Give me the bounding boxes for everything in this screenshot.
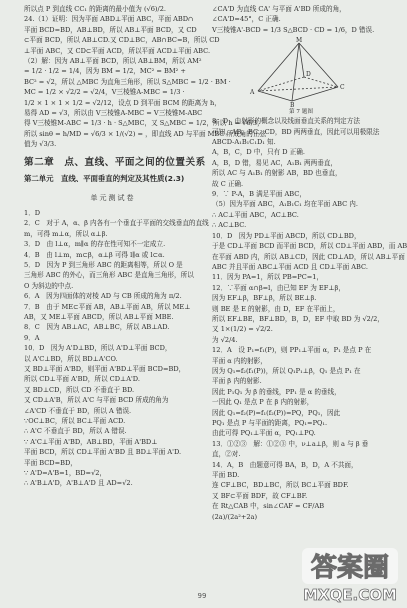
solution-line: 于是 CD⊥平面 BCD 而平面 BCD，所以 CD⊥平面 ABD，而 AB (212, 242, 407, 251)
solution-line: 10．D 因为 PD⊥平面 ABCD，所以 CD⊥BD， (212, 231, 361, 240)
label-b: B (290, 102, 295, 110)
solution-line: 又 BD⊥CD，所以 CD 不垂直于 BD. (24, 385, 135, 394)
solution-line: ∠A'CD 不垂直于 BD，所以 A 错误. (24, 406, 132, 415)
solution-line: 易得 AD = √3，所以由 V三棱锥A-MBC = V三棱锥M-ABC (24, 109, 203, 118)
solution-line: 平面 BD. (212, 471, 240, 480)
solution-line: 平面 β 内的射影. (212, 377, 262, 386)
solution-line: 24.（1）证明：因为平面 ABD⊥平面 ABC，平面 ABD∩ (24, 15, 194, 24)
solution-line: 平面 BCD=BD，AB⊥BD，所以 AB⊥平面 BCD，又 CD (24, 25, 197, 34)
geometry-figure (212, 37, 390, 110)
solution-line: 又 CD⊥A'B，所以 A'C 与平面 BCD 所成的角为 (24, 396, 169, 405)
solution-line: 13．①②③ 解：①②③ 中，ν⊥a⊥β，则 a 与 β 垂 (212, 439, 369, 448)
solution-line: O 为斜边的中点. (24, 281, 74, 290)
solution-line: ∵ A'C⊥平面 A'BD，AB⊥BD，平面 A'BD⊥ (24, 437, 158, 446)
solution-line: PQ₁ 是点 P 与平面的距离，PQ₁=PQ₁. (212, 419, 328, 427)
solution-line: 直，②对. (212, 450, 241, 459)
right-bottom-solutions (212, 116, 407, 522)
label-m: M (296, 37, 303, 45)
solution-line: 为 √2/4. (212, 335, 238, 344)
svg-text:答案圈: 答案圈 (310, 553, 390, 583)
solution-line: 12．∵平面 α∩β=l，由已知 EF 为 EF⊥β， (212, 283, 345, 292)
solution-line: 12．A 设 P₁=f₁(P)，则 PP₁⊥平面 α，P₁ 是点 P 在 (212, 346, 372, 355)
solution-line: 因为 EF⊥β，BF⊥β，所以 BE⊥β. (212, 294, 317, 303)
solution-line: 9．∵ P-A，B 满足平面 ABC， (212, 190, 306, 199)
solution-line: ⊂平面 BCD，所以 AB⊥CD.又 CD⊥BC，AB∩BC=B，所以 CD (24, 36, 220, 45)
tetrahedron-diagram (244, 37, 354, 110)
left-bottom-solutions (24, 208, 209, 489)
solution-line: 所以 sinθ = h/MD = √6/3 × 1/(√2) = ，即直线 AD 与平面 MBC 所成角的正弦 (24, 129, 267, 138)
label-c: C (340, 84, 345, 92)
solution-line: 可知，AB，BC，CD，BD 两两垂直，因此可以用极限法 (212, 127, 380, 136)
solution-line: 又 1×(1/2) = √2/2. (212, 325, 273, 334)
solution-line: 值为 √3/3. (24, 140, 57, 149)
solution-line: A，B，D 错，易见 AC，A₁B₁ 两两垂直， (212, 158, 338, 167)
solution-line: 5．D 因为 P 到三角形 ABC 的距离相等，所以 O 是 (24, 260, 183, 269)
solution-line: 2．C 对于 A，α、β 内各有一个垂直于平面的交线垂直的直线 (24, 219, 209, 228)
solution-line: ABCD-A₁B₁C₁D₁ 知. (212, 138, 276, 147)
solution-line: (2a)/(2a²+2a) (212, 512, 258, 521)
solution-line: 以 A'C⊥BD，所以 BD⊥A'CO. (24, 354, 118, 363)
solution-line: 8．C 因为 AB⊥AC，AB⊥BC，所以 AB⊥AD. (24, 323, 170, 332)
solution-line: 因此 Q₁=f₂(P)=f₁(f₂(P))=PQ，PQ₁，因此 (212, 408, 341, 417)
solution-line: 平面 BCD，所以 CD⊥平面 A'BD 且 BD⊥平面 A'D. (24, 448, 182, 457)
solution-line: 在 Rt△CAB 中，sin∠CAF = CF/AB (212, 502, 325, 511)
solution-line: m，可得 m⊥α，所以 α⊥β. (24, 229, 108, 238)
solution-line: A，B，C，D 中，只有 D 正确. (212, 148, 305, 157)
solution-line: 1．D (24, 208, 41, 217)
page-number: 99 (197, 592, 207, 600)
solution-line: 因此 P₁Q₁ 为 β 的垂线，PP₁ 是 α 的垂线， (212, 387, 341, 396)
solution-line: 三角形 ABC 的外心，而三角形 ABC 是直角三角形，所以 (24, 271, 194, 280)
solution-line: 9．A (24, 333, 40, 342)
solution-line: V三棱锥A'-BCD = 1/3 S△BCD · CD = 1/6，D 错误. (212, 25, 375, 34)
solution-line: 一因此 Q₁ 是点 P 在 β 内的射影， (212, 398, 314, 407)
svg-text:MXQE.COM: MXQE.COM (303, 586, 397, 604)
solution-line: 14．A，B 由题意可得 BA，B，D，A 不共面， (212, 460, 358, 469)
solution-line: MC = 1/2 × √2/2 = √2/4，V三棱锥A-MBC = 1/3 · (24, 88, 185, 97)
solution-line: 11．因为 PA=1，所以 PB=PC=1， (212, 273, 324, 282)
solution-line: 得 V三棱锥M-ABC = 1/3 · h · S△MBC，又 S△MBC = 1/2，所以 h = √6/3， (24, 119, 264, 128)
solution-line: 则 BE 是 E 的射影，由 D，EF 在平面上， (212, 304, 340, 313)
solution-line: ∠CA'D 为直线 CA' 与平面 A'BD 所成的角， (212, 5, 346, 13)
chapter-title: 第二章 点、直线、平面之间的位置关系 (24, 156, 206, 168)
solution-line: 7．B 由于 ME⊂平面 AB，AB⊥平面 AB，所以 ME⊥ (24, 302, 191, 311)
solution-line: ∵ A'D=A'B=1，BD=√2， (24, 469, 107, 478)
test-title: 单元测试卷 (90, 193, 136, 202)
solution-line: 3．D 由 l⊥α，m∥α 的存在性可知不一定成立. (24, 240, 166, 249)
solution-line: BC² = √2，所以 △MBC 为直角三角形，所以 S△MBC = 1/2 · BM · (24, 77, 231, 86)
solution-line: 因为 Q₁=f₂(f₁(P))，所以 Q₁P₁⊥β，Q₁ 是点 P₁ 在 (212, 366, 361, 375)
solution-line: 平面 α 内的射影， (212, 356, 267, 365)
solution-line: 所以 EF⊥BE，BF⊥BD，B，D，EF 中取 BD 为 √2/2， (212, 314, 384, 323)
solution-line: ∠CA'D=45°，C 正确. (212, 15, 281, 24)
unit-title: 第二单元 直线、平面垂直的判定及其性质(2.3) (24, 174, 185, 184)
solution-line: ∵OC⊥BC，所以 BC⊥平面 ACD. (24, 417, 126, 426)
solution-line: 6．A 因为四面体的对棱 AD 与 CB 所成的角为 π/2. (24, 292, 182, 301)
solution-line: 连 CF⊥BC，BD⊥BC，所以 BC⊥平面 BDF. (212, 481, 349, 490)
solution-line: 10．D 因为 A'D⊥BD，所以 A'D⊥平面 BCD， (24, 344, 172, 353)
solution-line: 又 BF⊂平面 BDF，故 CF⊥BF. (212, 491, 308, 500)
solution-line: 4．B 由 l⊥m，m⊂β，α⊥β 可得 l∥α 或 l⊂α. (24, 250, 165, 259)
label-a: A (250, 89, 255, 97)
watermark-icon (300, 546, 400, 604)
solution-line: 所以点 P 到直线 CC₁ 的距离的最小值为 (√6)/2. (24, 5, 167, 13)
solution-line: 平面 BCD=BD， (24, 458, 77, 467)
solution-line: = 1/2 · 1/2 = 1/4，因为 BM = 1/2，MC² = BM² + (24, 67, 186, 76)
solution-line: 又 BD⊥平面 A'BD，则平面 A'BD⊥平面 BCD=BD， (24, 365, 186, 373)
solution-line: 8．D 由射影的概念以及线面垂直关系的判定方法 (212, 117, 360, 126)
solution-line: ∴ AC⊥平面 ABC，AC⊥BC. (212, 210, 299, 219)
right-column (212, 4, 407, 522)
solution-line: 由此可得 PQ₁⊥平面 α，PQ₁⊥PQ. (212, 429, 316, 438)
figure-caption: 第 7 题图 (289, 109, 313, 116)
solution-line: ∴ AC⊥BC. (212, 221, 247, 230)
solution-line: 故 C 正确. (212, 179, 244, 188)
label-d: D (306, 71, 311, 79)
site-watermark-logo (300, 546, 400, 604)
solution-line: ∴ A'C 不垂直于 BD，所以 A 错误. (24, 427, 127, 436)
solution-line: （2）解：因为 AB⊥平面 BCD，所以 AB⊥BM，所以 AM² (24, 57, 202, 66)
right-top-solutions (212, 4, 390, 35)
solution-line: 所以 CD⊥平面 A'BD，所以 CD⊥A'D. (24, 375, 140, 384)
solution-line: ∴ A'B⊥A'D，A'B⊥A'D 且 AD=√2. (24, 479, 133, 488)
solution-line: （5）因为平面 ABC，A₁B₁C₁ 均在平面 ABC 内. (212, 200, 358, 209)
solution-line: 在平面 ABD 内，所以 AB⊥CD，因此 CD⊥AD，所以 AB⊥平面 (212, 252, 405, 261)
solution-line: 1/2 × 1 × 1 × 1/2 = √2/12，设点 D 到平面 BCM 的距离为 h， (24, 98, 221, 107)
solution-line: 所以 AC 与 A₁B₁ 的射影 AB，BD 也垂直， (212, 169, 342, 178)
solution-line: AB，又 ME⊥平面 ABCD，所以 AB⊥平面 MBE. (24, 312, 174, 321)
solution-line: ABC 并且平面 ABC⊥平面 ACD 且 CD⊥平面 ABC. (212, 262, 368, 271)
solution-line: ⊥平面 ABC，又 CD⊂平面 ACD，所以平面 ACD⊥平面 ABC. (24, 46, 211, 55)
